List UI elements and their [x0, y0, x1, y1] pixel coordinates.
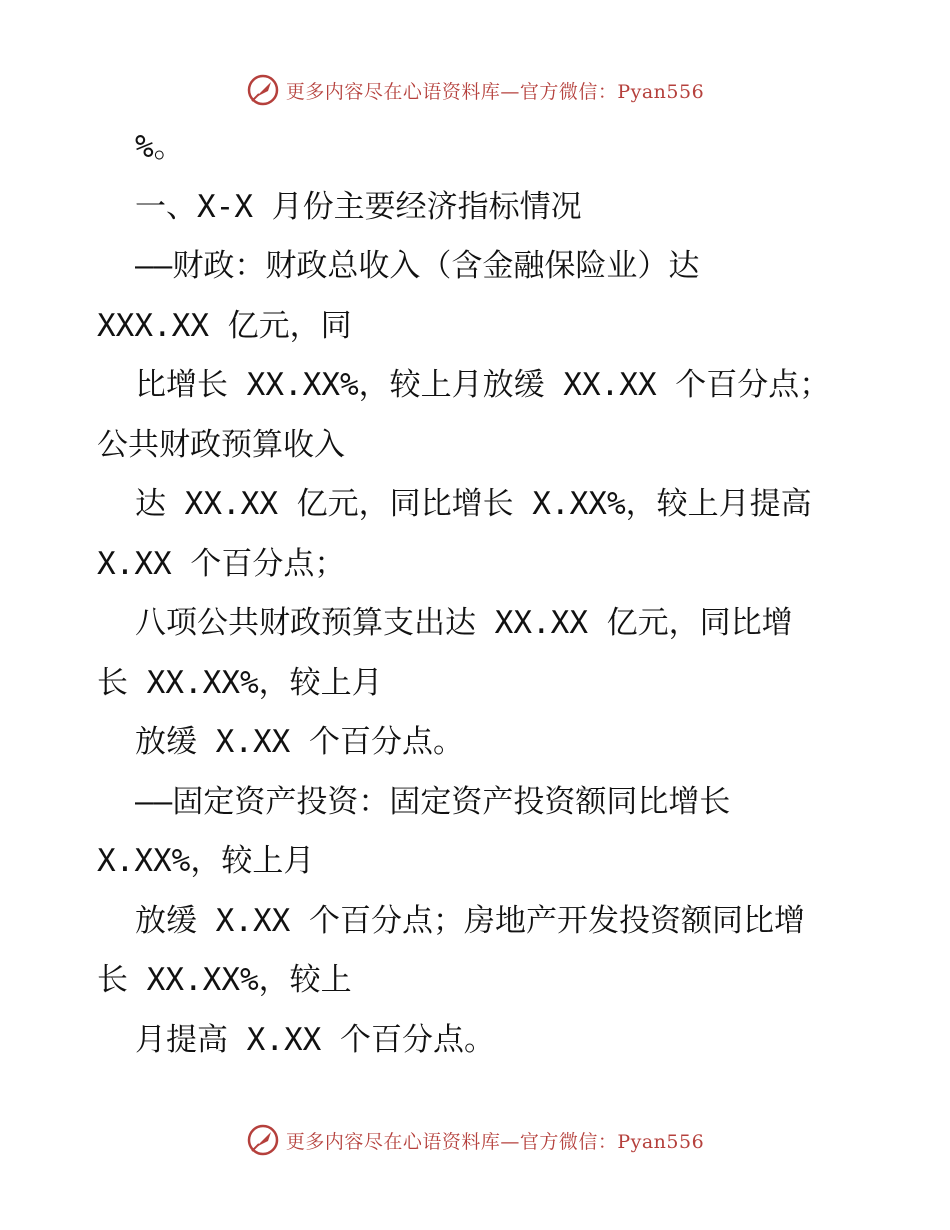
text-line: 达 XX.XX 亿元，同比增长 X.XX%，较上月提高 — [135, 486, 812, 522]
text-line: 放缓 X.XX 个百分点；房地产开发投资额同比增 — [135, 902, 805, 939]
header-watermark — [0, 70, 950, 110]
watermark-text: 更多内容尽在心语资料库—官方微信：Pyan556 — [285, 1130, 705, 1153]
footer-watermark — [0, 1120, 950, 1160]
text-line: 放缓 X.XX 个百分点。 — [135, 724, 464, 760]
text-line: 一、X-X 月份主要经济指标情况 — [135, 188, 582, 225]
text-line: X.XX 个百分点； — [97, 545, 346, 582]
watermark-text: 更多内容尽在心语资料库—官方微信：Pyan556 — [285, 80, 705, 103]
text-line: 公共财政预算收入 — [97, 426, 345, 463]
text-line: ——固定资产投资：固定资产投资额同比增长 — [135, 783, 731, 820]
document-body — [97, 118, 857, 1070]
text-line: 长 XX.XX%，较上 — [97, 962, 352, 998]
text-line: 月提高 X.XX 个百分点。 — [135, 1021, 495, 1058]
text-line: ——财政：财政总收入（含金融保险业）达 — [135, 248, 700, 284]
text-line: %。 — [135, 129, 185, 165]
text-line: 比增长 XX.XX%，较上月放缓 XX.XX 个百分点； — [135, 367, 831, 403]
feather-pen-logo-icon — [246, 1123, 280, 1157]
text-line: 八项公共财政预算支出达 XX.XX 亿元，同比增 — [135, 605, 793, 641]
text-line: XXX.XX 亿元，同 — [97, 307, 352, 344]
text-line: 长 XX.XX%，较上月 — [97, 664, 383, 701]
feather-pen-logo-icon — [246, 73, 280, 107]
text-line: X.XX%，较上月 — [97, 843, 315, 879]
